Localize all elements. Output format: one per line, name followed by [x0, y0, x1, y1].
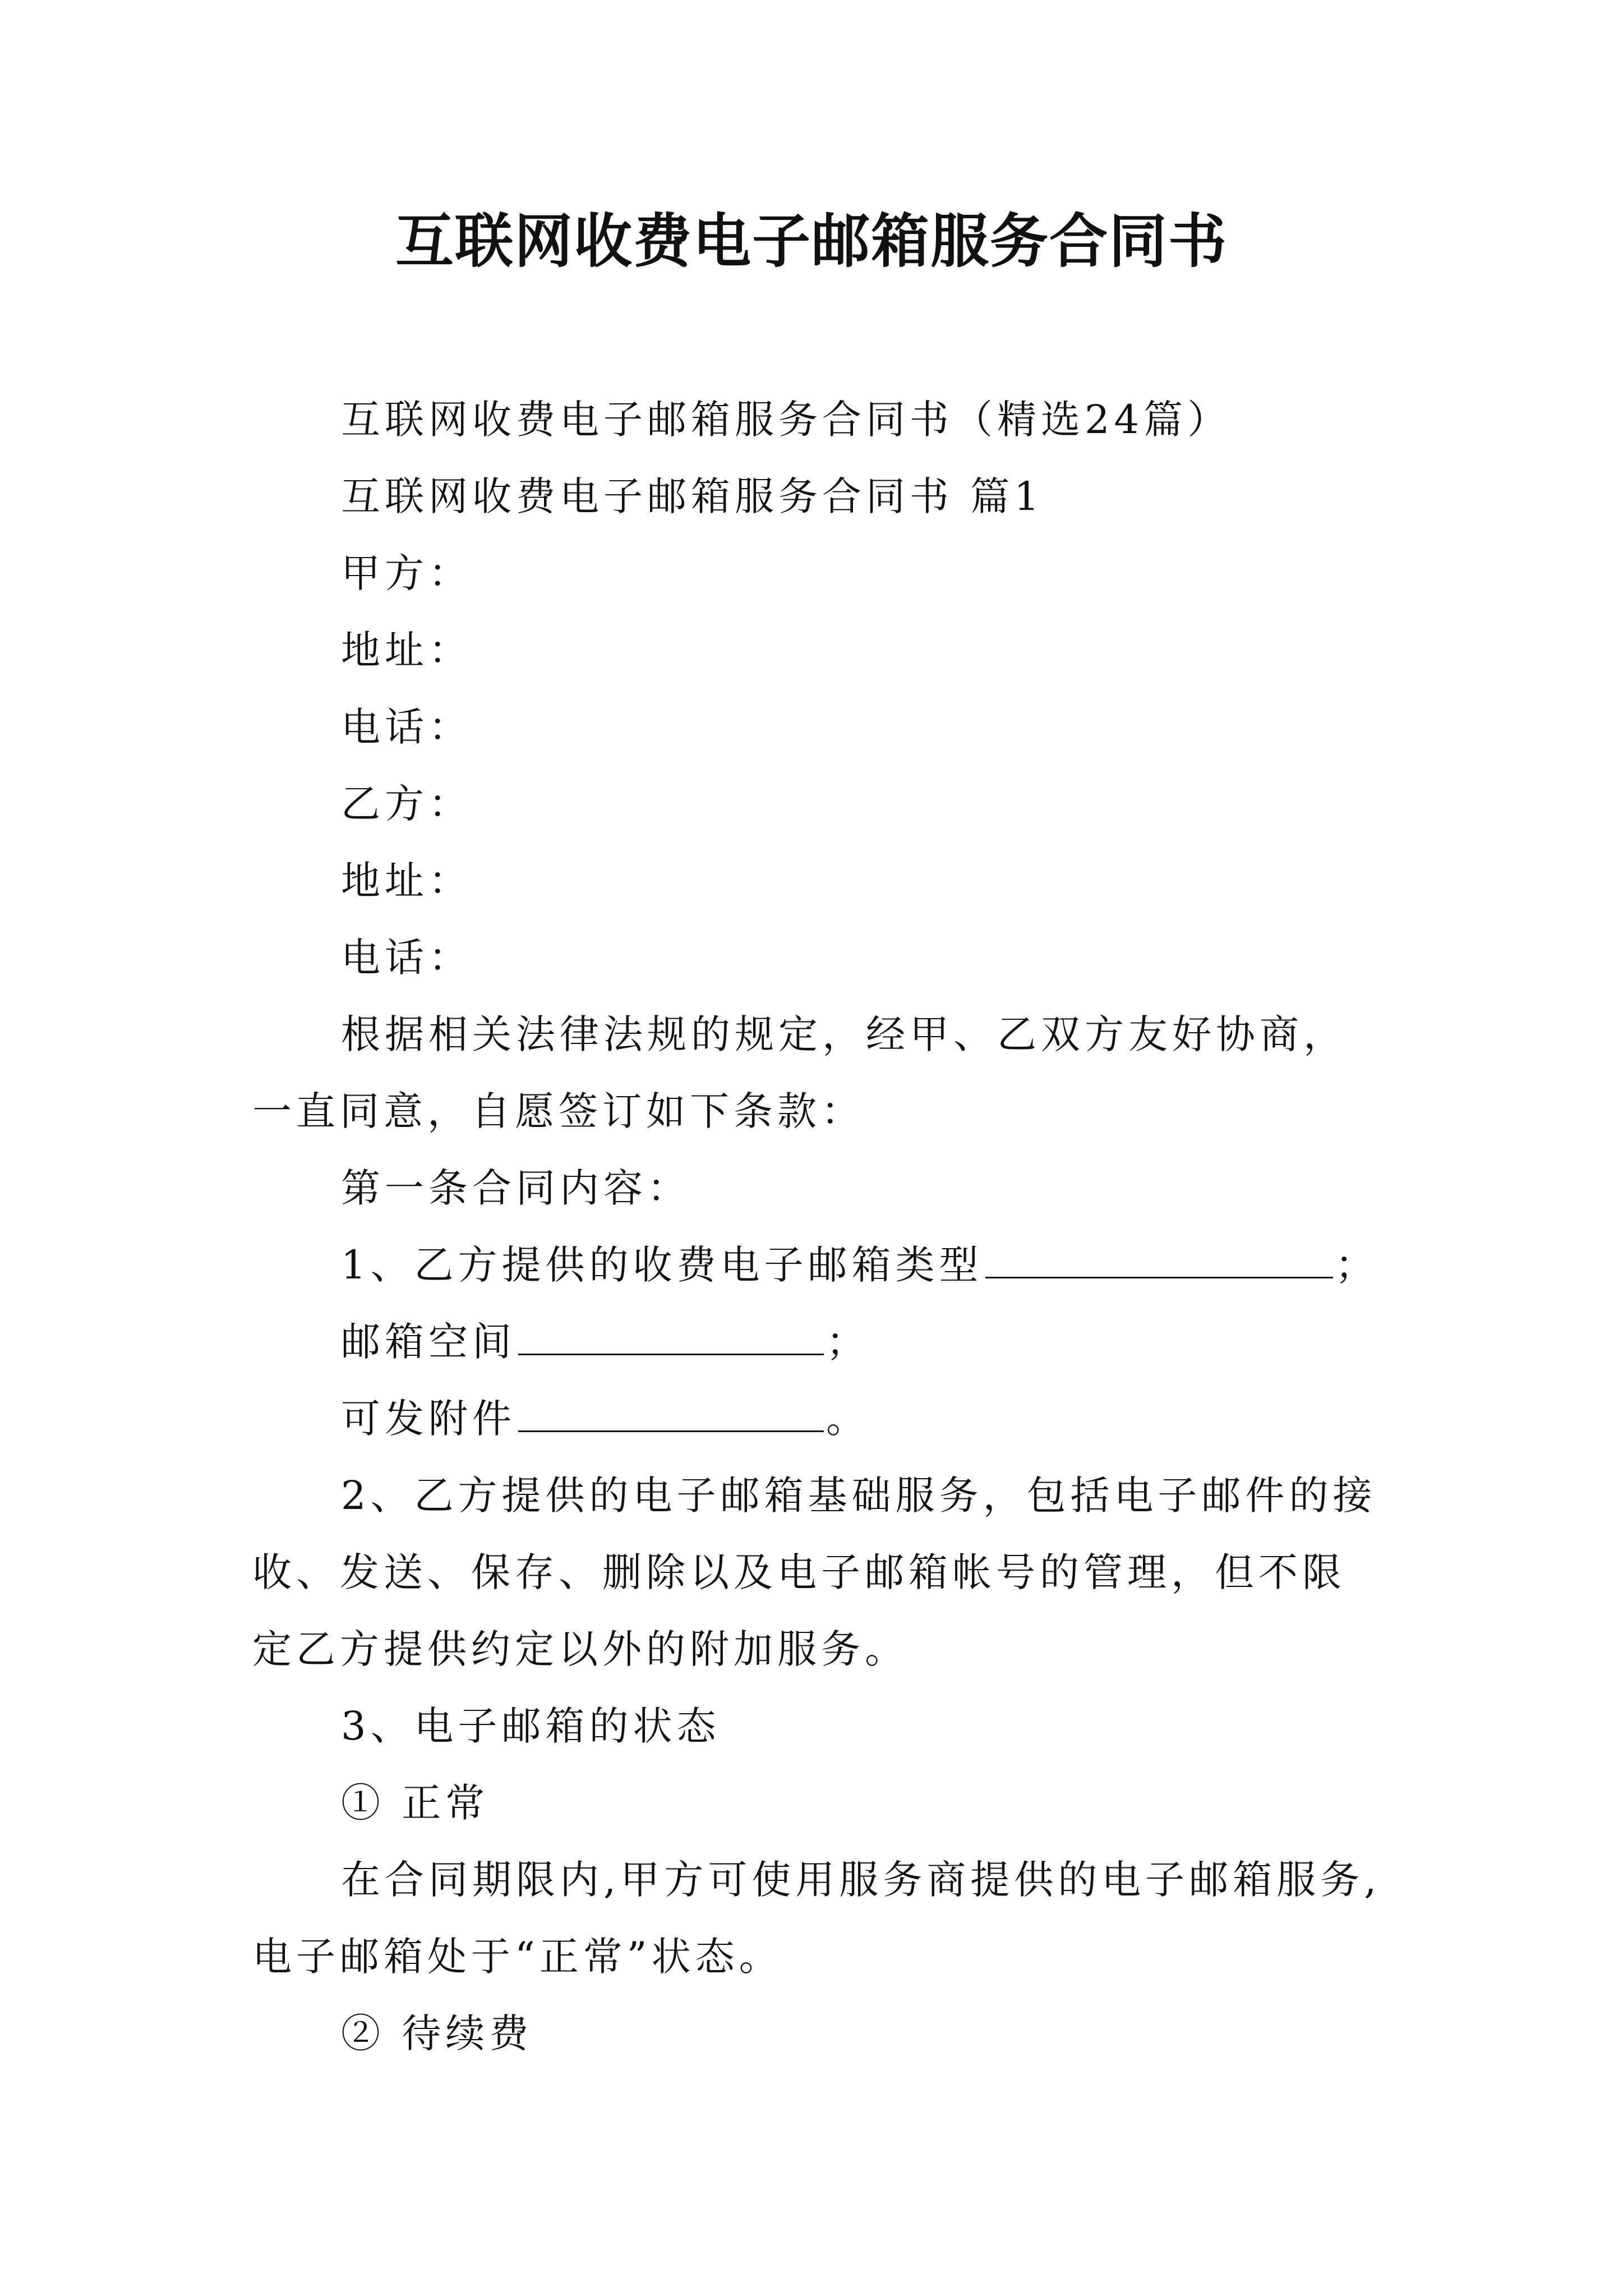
paragraph-preamble: 根据相关法律法规的规定，经甲、乙双方友好协商，一直同意，自愿签订如下条款：: [252, 1011, 1347, 1134]
mailbox-type-blank: [985, 1244, 1333, 1278]
paragraph-subtitle: 互联网收费电子邮箱服务合同书（精选24篇）: [341, 397, 1232, 443]
clause-mailbox-space-label: 邮箱空间: [341, 1319, 516, 1365]
party-a-address-label: 地址：: [341, 627, 472, 673]
party-a-label: 甲方：: [341, 550, 472, 596]
article-one-heading: 第一条合同内容：: [341, 1165, 691, 1211]
clause-attachment-end: 。: [826, 1396, 870, 1442]
clause-mailbox-status: 3、电子邮箱的状态: [341, 1703, 721, 1749]
clause-attachment-label: 可发附件: [341, 1396, 516, 1442]
status-normal-heading: ① 正常: [341, 1780, 490, 1826]
party-b-address-label: 地址：: [341, 858, 472, 904]
attachment-blank: [518, 1398, 824, 1432]
clause-mailbox-type-label: 1、乙方提供的收费电子邮箱类型: [341, 1242, 983, 1288]
status-pending-renewal-heading: ② 待续费: [341, 2010, 533, 2056]
clause-mailbox-space-end: ；: [826, 1319, 870, 1365]
party-b-phone-label: 电话：: [341, 935, 472, 981]
status-normal-description: 在合同期限内,甲方可使用服务商提供的电子邮箱服务,电子邮箱处于“正常”状态。: [252, 1857, 1381, 1980]
party-b-label: 乙方：: [341, 781, 472, 827]
clause-attachment: [252, 1381, 1385, 1457]
paragraph-section-heading: 互联网收费电子邮箱服务合同书 篇1: [341, 473, 1044, 519]
mailbox-space-blank: [518, 1321, 824, 1355]
clause-mailbox-type-end: ；: [1335, 1242, 1379, 1288]
party-a-phone-label: 电话：: [341, 704, 472, 750]
clause-mailbox-space: [252, 1304, 1385, 1381]
document-title: 互联网收费电子邮箱服务合同书: [395, 207, 1228, 275]
document-body: [252, 381, 1385, 2072]
clause-mailbox-type: [252, 1227, 1385, 1304]
clause-basic-service: 2、乙方提供的电子邮箱基础服务，包括电子邮件的接收、发送、保存、删除以及电子邮箱帐号的管理，但不限定乙方提供约定以外的附加服务。: [252, 1473, 1377, 1672]
